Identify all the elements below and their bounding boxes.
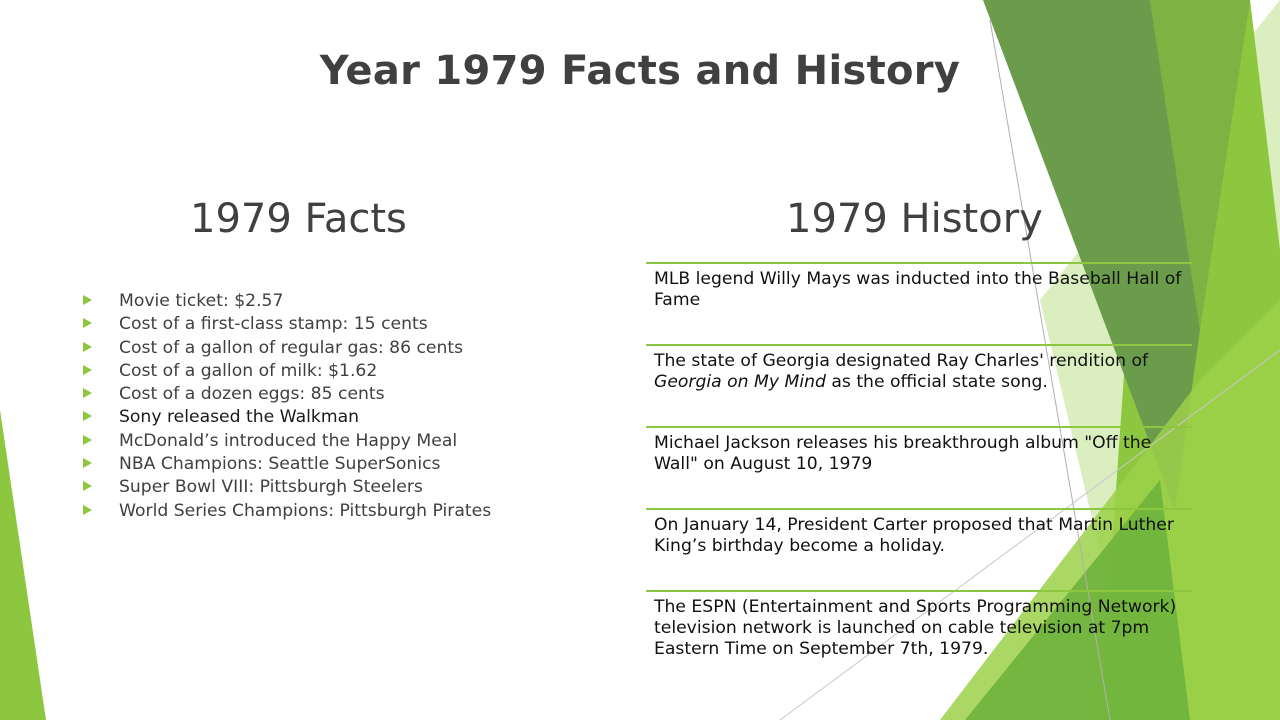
triangle-bullet-icon bbox=[83, 481, 92, 491]
history-text: The ESPN (Entertainment and Sports Programming Network) television network is launched on cable television at 7pm Eastern Time on September 7th, 1979. bbox=[654, 597, 1177, 659]
fact-item: Sony released the Walkman bbox=[80, 406, 540, 429]
triangle-bullet-icon bbox=[83, 458, 92, 468]
triangle-bullet-icon bbox=[83, 318, 92, 328]
triangle-bullet-icon bbox=[83, 435, 92, 445]
facts-heading: 1979 Facts bbox=[190, 196, 407, 242]
triangle-bullet-icon bbox=[83, 295, 92, 305]
triangle-bullet-icon bbox=[83, 388, 92, 398]
facts-list bbox=[80, 290, 540, 523]
history-row bbox=[646, 262, 1192, 344]
fact-item: Movie ticket: $2.57 bbox=[80, 290, 540, 313]
left-edge-shape bbox=[0, 410, 46, 720]
history-row bbox=[646, 344, 1192, 426]
history-text: MLB legend Willy Mays was inducted into the Baseball Hall of Fame bbox=[654, 269, 1182, 310]
slide-title: Year 1979 Facts and History bbox=[319, 48, 961, 94]
history-text: The state of Georgia designated Ray Charles' rendition of Georgia on My Mind as the official state song. bbox=[654, 351, 1149, 392]
history-row bbox=[646, 590, 1192, 672]
fact-item: World Series Champions: Pittsburgh Pirates bbox=[80, 500, 540, 523]
triangle-bullet-icon bbox=[83, 365, 92, 375]
history-text: Michael Jackson releases his breakthrough album "Off the Wall" on August 10, 1979 bbox=[654, 433, 1152, 474]
history-row bbox=[646, 508, 1192, 590]
fact-item: NBA Champions: Seattle SuperSonics bbox=[80, 453, 540, 476]
fact-item: McDonald’s introduced the Happy Meal bbox=[80, 430, 540, 453]
fact-item: Cost of a gallon of regular gas: 86 cents bbox=[80, 337, 540, 360]
history-text: On January 14, President Carter proposed that Martin Luther King’s birthday become a holiday. bbox=[654, 515, 1174, 556]
history-table bbox=[646, 262, 1192, 672]
fact-item: Cost of a gallon of milk: $1.62 bbox=[80, 360, 540, 383]
history-row bbox=[646, 426, 1192, 508]
fact-item: Cost of a dozen eggs: 85 cents bbox=[80, 383, 540, 406]
triangle-bullet-icon bbox=[83, 505, 92, 515]
fact-item: Super Bowl VIII: Pittsburgh Steelers bbox=[80, 476, 540, 499]
history-heading: 1979 History bbox=[786, 196, 1043, 242]
triangle-bullet-icon bbox=[83, 411, 92, 421]
triangle-bullet-icon bbox=[83, 342, 92, 352]
song-title: Georgia on My Mind bbox=[654, 372, 826, 392]
fact-item: Cost of a first-class stamp: 15 cents bbox=[80, 313, 540, 336]
